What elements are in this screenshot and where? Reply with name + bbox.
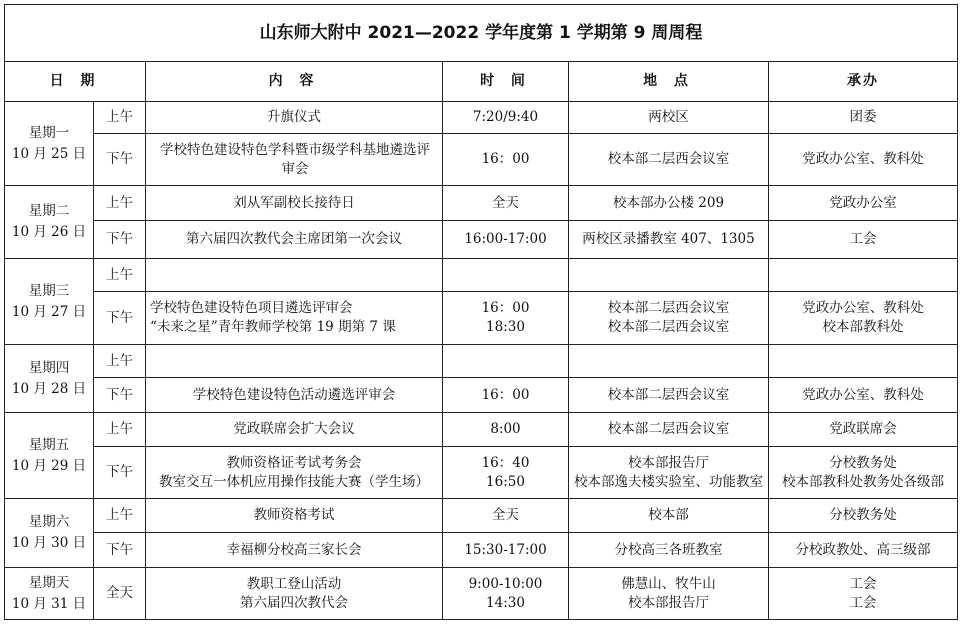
time-cell: 9:00-10:00 14:30 xyxy=(443,568,569,620)
day-cell xyxy=(5,413,94,499)
time-cell: 8:00 xyxy=(443,413,569,447)
day-cell xyxy=(5,499,94,568)
content-cell: 幸福柳分校高三家长会 xyxy=(146,533,443,568)
place-cell: 校本部 xyxy=(569,499,769,533)
schedule-title: 山东师大附中 2021—2022 学年度第 1 学期第 9 周周程 xyxy=(5,5,958,62)
table-row xyxy=(5,345,958,378)
period-cell: 下午 xyxy=(94,221,146,259)
content-cell xyxy=(146,259,443,292)
place-cell: 校本部报告厅 校本部逸夫楼实验室、功能教室 xyxy=(569,447,769,499)
day-name: 星期三 xyxy=(28,282,70,299)
day-cell xyxy=(5,186,94,259)
place-cell: 佛慧山、牧牛山 校本部报告厅 xyxy=(569,568,769,620)
period-cell: 下午 xyxy=(94,134,146,186)
header-time: 时 间 xyxy=(443,62,569,102)
time-cell: 全天 xyxy=(443,499,569,533)
table-row xyxy=(5,568,958,620)
title-row xyxy=(5,5,958,62)
time-cell: 7:20/9:40 xyxy=(443,102,569,134)
content-cell: 学校特色建设特色学科暨市级学科基地遴选评 审会 xyxy=(146,134,443,186)
period-cell: 下午 xyxy=(94,378,146,413)
host-cell xyxy=(769,345,958,378)
period-cell: 下午 xyxy=(94,292,146,345)
place-cell xyxy=(569,345,769,378)
content-cell: 第六届四次教代会主席团第一次会议 xyxy=(146,221,443,259)
day-name: 星期四 xyxy=(28,359,70,376)
day-cell xyxy=(5,568,94,620)
header-place: 地 点 xyxy=(569,62,769,102)
header-row xyxy=(5,62,958,102)
content-cell: 党政联席会扩大会议 xyxy=(146,413,443,447)
time-cell xyxy=(443,259,569,292)
day-date: 10 月 27 日 xyxy=(11,303,87,320)
day-name: 星期五 xyxy=(28,436,70,453)
period-cell: 上午 xyxy=(94,413,146,447)
host-cell: 工会 工会 xyxy=(769,568,958,620)
content-cell: 学校特色建设特色项目遴选评审会 “未来之星”青年教师学校第 19 期第 7 课 xyxy=(146,292,443,345)
host-cell xyxy=(769,259,958,292)
day-date: 10 月 26 日 xyxy=(11,224,87,240)
period-cell: 上午 xyxy=(94,186,146,221)
day-date: 10 月 25 日 xyxy=(11,145,87,162)
day-date: 10 月 29 日 xyxy=(11,457,87,474)
host-cell: 党政办公室、教科处 校本部教科处 xyxy=(769,292,958,345)
host-cell: 党政办公室、教科处 xyxy=(769,378,958,413)
day-cell xyxy=(5,345,94,413)
table-row xyxy=(5,378,958,413)
day-date: 10 月 28 日 xyxy=(11,380,87,397)
period-cell: 上午 xyxy=(94,499,146,533)
content-cell: 教职工登山活动 第六届四次教代会 xyxy=(146,568,443,620)
place-cell: 两校区录播教室 407、1305 xyxy=(569,221,769,259)
day-cell xyxy=(5,102,94,186)
period-cell: 上午 xyxy=(94,259,146,292)
place-cell: 校本部二层西会议室 xyxy=(569,134,769,186)
table-row xyxy=(5,447,958,499)
day-name: 星期二 xyxy=(28,203,70,219)
time-cell: 16:00-17:00 xyxy=(443,221,569,259)
place-cell: 校本部办公楼 209 xyxy=(569,186,769,221)
table-row xyxy=(5,259,958,292)
day-date: 10 月 30 日 xyxy=(11,535,87,551)
weekly-schedule-table xyxy=(4,4,958,620)
content-cell: 升旗仪式 xyxy=(146,102,443,134)
table-row xyxy=(5,413,958,447)
time-cell: 16：00 xyxy=(443,134,569,186)
table-row xyxy=(5,292,958,345)
place-cell: 校本部二层西会议室 校本部二层西会议室 xyxy=(569,292,769,345)
table-row xyxy=(5,186,958,221)
table-row xyxy=(5,499,958,533)
content-cell: 学校特色建设特色活动遴选评审会 xyxy=(146,378,443,413)
place-cell xyxy=(569,259,769,292)
day-cell xyxy=(5,259,94,345)
content-cell: 教师资格考试 xyxy=(146,499,443,533)
time-cell: 16：40 16:50 xyxy=(443,447,569,499)
host-cell: 党政办公室 xyxy=(769,186,958,221)
time-cell: 16：00 xyxy=(443,378,569,413)
day-name: 星期六 xyxy=(28,514,70,530)
content-cell: 教师资格证考试考务会 教室交互一体机应用操作技能大赛（学生场） xyxy=(146,447,443,499)
host-cell: 分校教务处 校本部教科处教务处各级部 xyxy=(769,447,958,499)
host-cell: 工会 xyxy=(769,221,958,259)
header-date: 日 期 xyxy=(5,62,146,102)
host-cell: 团委 xyxy=(769,102,958,134)
time-cell: 16：00 18:30 xyxy=(443,292,569,345)
period-cell: 下午 xyxy=(94,447,146,499)
place-cell: 校本部二层西会议室 xyxy=(569,378,769,413)
table-row xyxy=(5,134,958,186)
place-cell: 两校区 xyxy=(569,102,769,134)
day-date: 10 月 31 日 xyxy=(11,595,87,612)
time-cell: 全天 xyxy=(443,186,569,221)
content-cell: 刘从军副校长接待日 xyxy=(146,186,443,221)
host-cell: 分校政教处、高三级部 xyxy=(769,533,958,568)
day-name: 星期一 xyxy=(28,124,70,141)
period-cell: 上午 xyxy=(94,345,146,378)
period-cell: 上午 xyxy=(94,102,146,134)
header-host: 承办 xyxy=(769,62,958,102)
host-cell: 党政办公室、教科处 xyxy=(769,134,958,186)
day-name: 星期天 xyxy=(28,574,70,591)
content-cell xyxy=(146,345,443,378)
place-cell: 校本部二层西会议室 xyxy=(569,413,769,447)
host-cell: 分校教务处 xyxy=(769,499,958,533)
period-cell: 全天 xyxy=(94,568,146,620)
header-content: 内 容 xyxy=(146,62,443,102)
host-cell: 党政联席会 xyxy=(769,413,958,447)
table-row xyxy=(5,221,958,259)
table-row xyxy=(5,102,958,134)
table-row xyxy=(5,533,958,568)
place-cell: 分校高三各班教室 xyxy=(569,533,769,568)
time-cell xyxy=(443,345,569,378)
time-cell: 15:30-17:00 xyxy=(443,533,569,568)
period-cell: 下午 xyxy=(94,533,146,568)
